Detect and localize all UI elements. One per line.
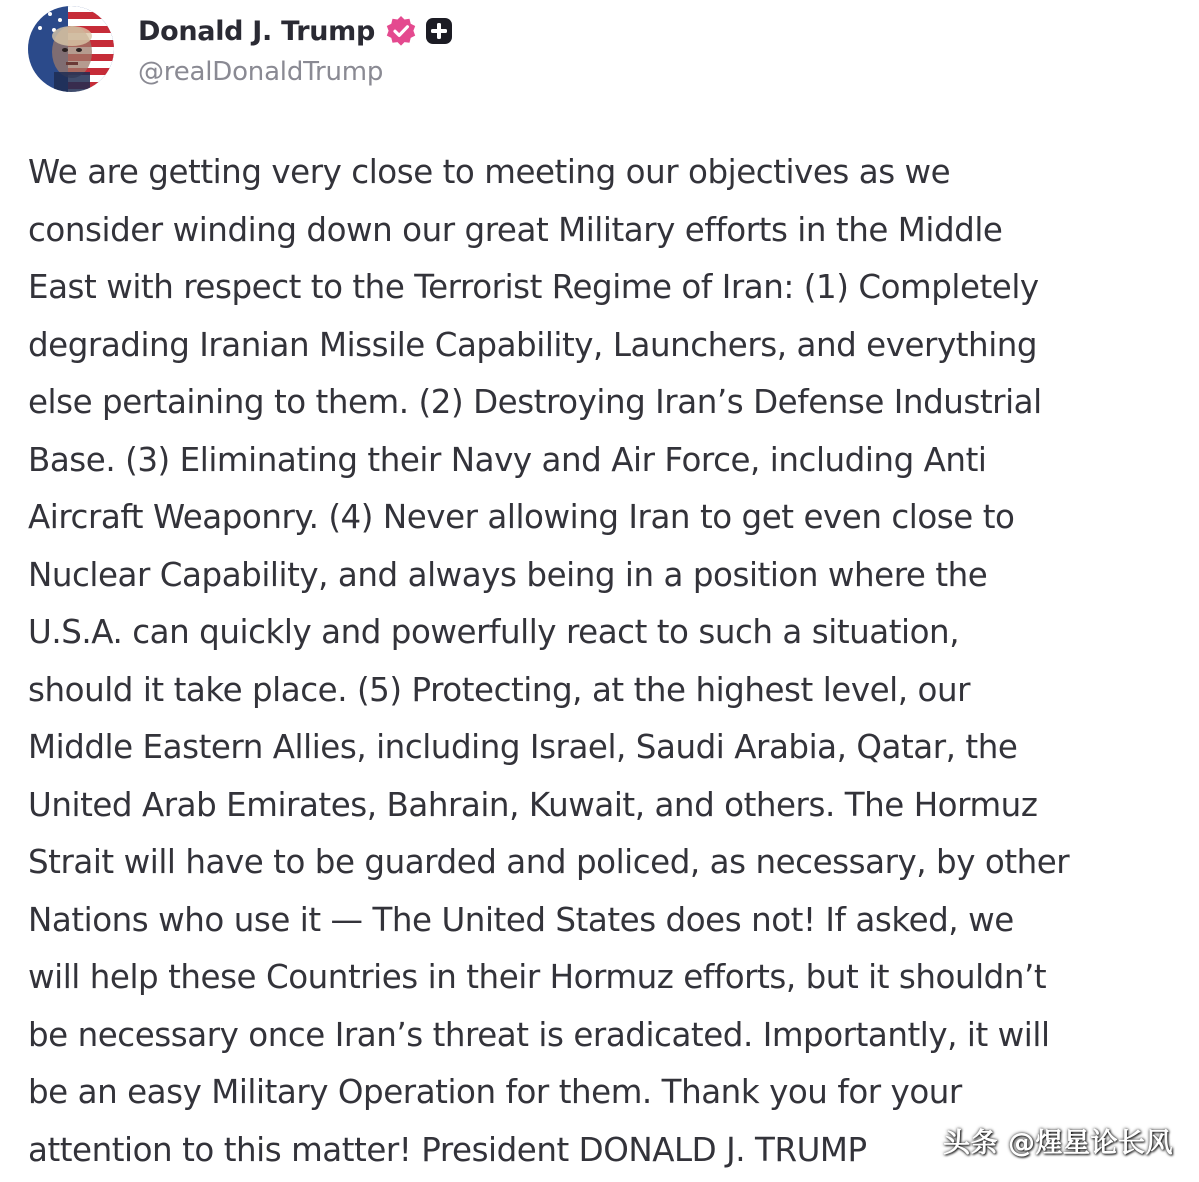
post-text-line: United Arab Emirates, Bahrain, Kuwait, and others. The Hormuz [28, 785, 1038, 824]
post-text-line: be an easy Military Operation for them. Thank you for your [28, 1073, 962, 1111]
plus-badge-icon [425, 17, 453, 45]
post-text-line: Middle Eastern Allies, including Israel, Saudi Arabia, Qatar, the [28, 728, 1018, 766]
post-text-line: Base. (3) Eliminating their Navy and Air Force, including Anti [28, 440, 987, 479]
author-display-name[interactable]: Donald J. Trump [138, 15, 376, 47]
post-text-line: attention to this matter! President DONALD J. TRUMP [28, 1130, 867, 1169]
post-text-line: Aircraft Weaponry. (4) Never allowing Iran to get even close to [28, 498, 1015, 536]
post-text-line: will help these Countries in their Hormuz efforts, but it shouldn’t [28, 958, 1047, 996]
post-text-line: We are getting very close to meeting our objectives as we [28, 153, 951, 191]
post-text-line: else pertaining to them. (2) Destroying Iran’s Defense Industrial [28, 383, 1042, 421]
verified-check-icon [385, 15, 417, 47]
post-text-line: Strait will have to be guarded and policed, as necessary, by other [28, 843, 1070, 881]
post-text-line: should it take place. (5) Protecting, at the highest level, our [28, 670, 971, 709]
author-avatar[interactable] [28, 6, 114, 92]
post-header [28, 6, 453, 92]
post-text-line: Nuclear Capability, and always being in a position where the [28, 555, 988, 594]
name-row [138, 11, 453, 51]
post-text-line: degrading Iranian Missile Capability, Launchers, and everything [28, 325, 1038, 364]
post-text-line: consider winding down our great Military efforts in the Middle [28, 210, 1003, 249]
post-text-line: U.S.A. can quickly and powerfully react to such a situation, [28, 613, 960, 651]
watermark-text: 头条 @煋星论长风 [943, 1128, 1173, 1159]
post-text-line: be necessary once Iran’s threat is eradicated. Importantly, it will [28, 1015, 1050, 1054]
flag-portrait-avatar-icon [28, 6, 114, 92]
author-handle[interactable]: @realDonaldTrump [138, 57, 384, 87]
post-text-line: Nations who use it — The United States does not! If asked, we [28, 900, 1014, 939]
author-identity [138, 11, 453, 87]
post-text-line: East with respect to the Terrorist Regime of Iran: (1) Completely [28, 268, 1039, 306]
post-body-text [28, 144, 1188, 1179]
